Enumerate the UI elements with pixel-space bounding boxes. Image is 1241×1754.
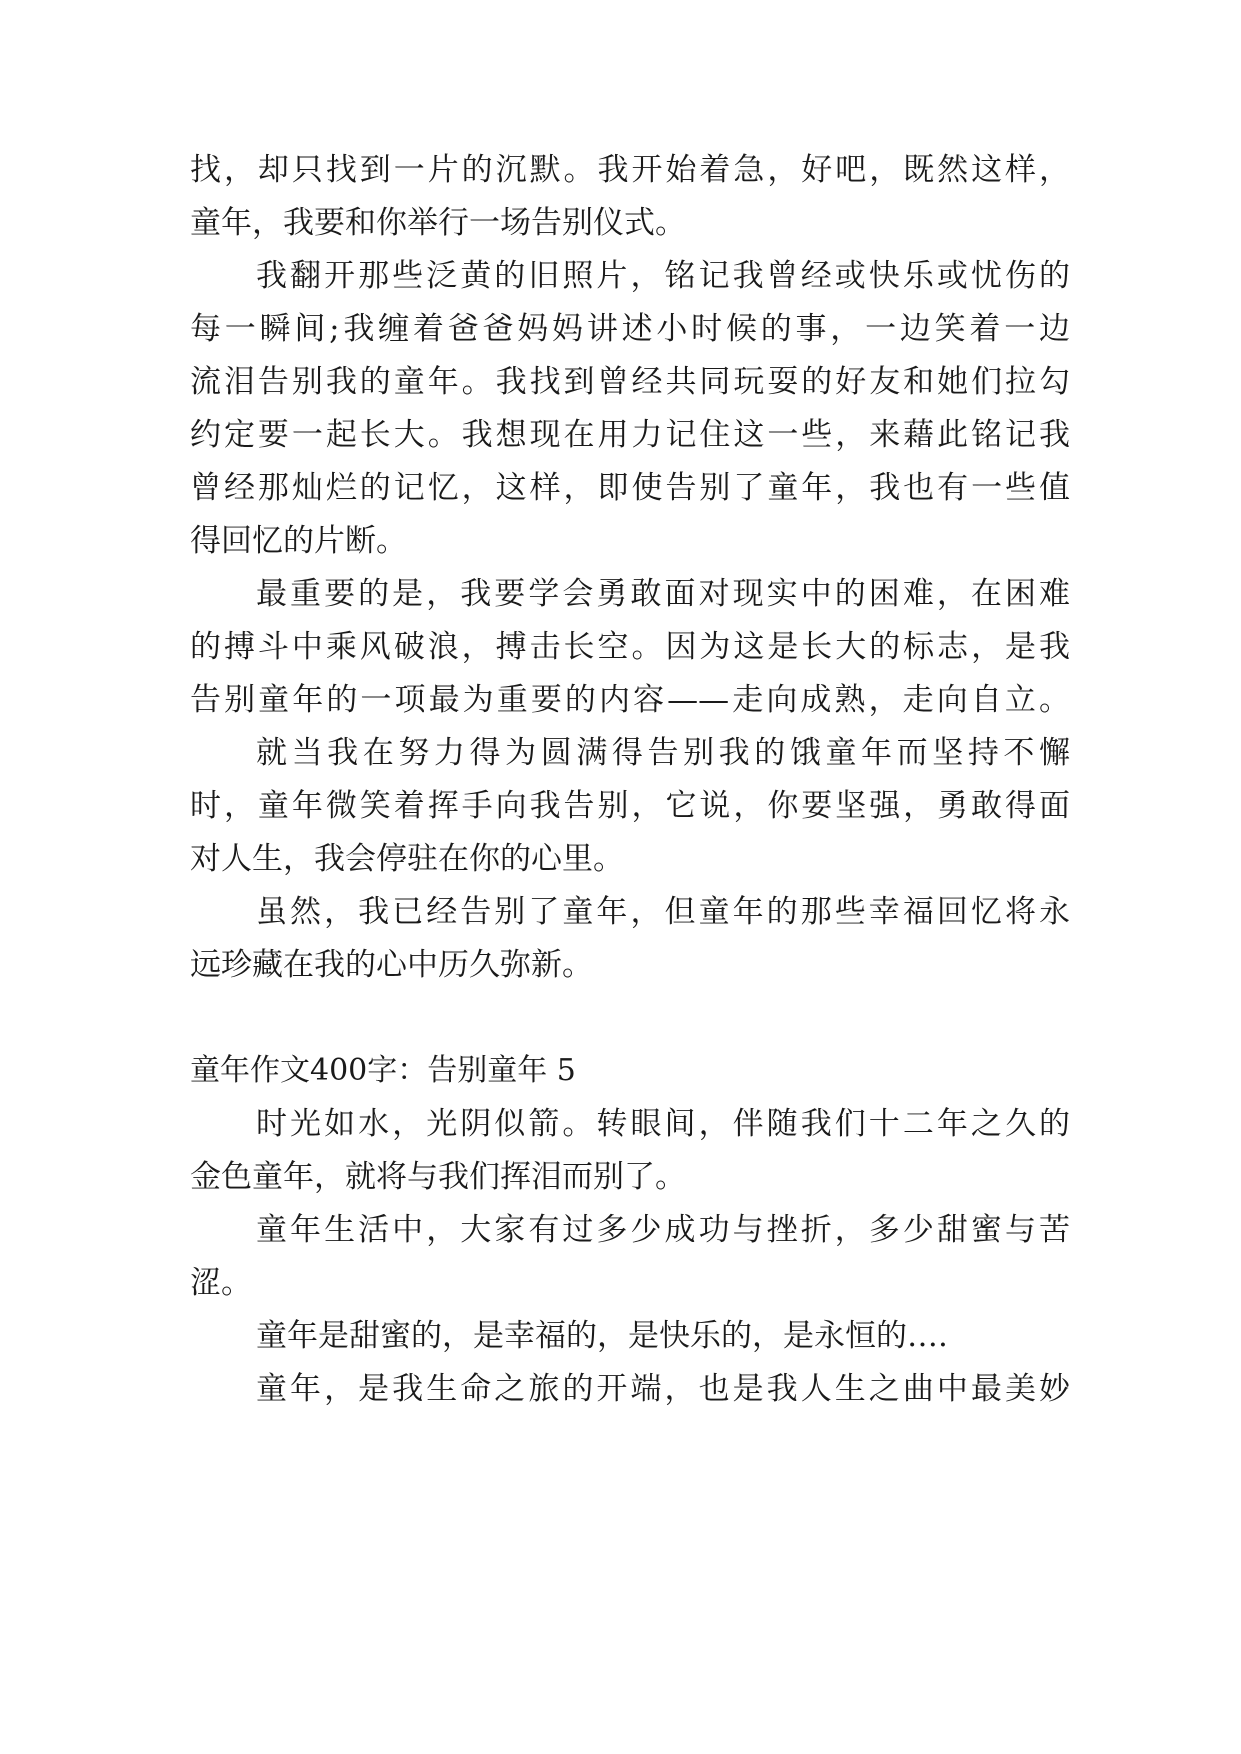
text-line: 每一瞬间;我缠着爸爸妈妈讲述小时候的事，一边笑着一边 xyxy=(190,311,1070,347)
text-line: 金色童年，就将与我们挥泪而别了。 xyxy=(190,1159,686,1195)
text-line: 远珍藏在我的心中历久弥新。 xyxy=(190,947,593,983)
text-line: 时，童年微笑着挥手向我告别，它说，你要坚强，勇敢得面 xyxy=(190,788,1070,824)
paragraph-first-line: 虽然，我已经告别了童年，但童年的那些幸福回忆将永 xyxy=(256,894,1070,930)
text-line: 的搏斗中乘风破浪，搏击长空。因为这是长大的标志，是我 xyxy=(190,629,1070,665)
paragraph-first-line: 我翻开那些泛黄的旧照片，铭记我曾经或快乐或忧伤的 xyxy=(256,258,1070,294)
paragraph-first-line: 童年生活中，大家有过多少成功与挫折，多少甜蜜与苦 xyxy=(256,1212,1070,1248)
text-line: 告别童年的一项最为重要的内容——走向成熟，走向自立。 xyxy=(190,682,1070,718)
text-line: 得回忆的片断。 xyxy=(190,523,407,559)
text-line: 约定要一起长大。我想现在用力记住这一些，来藉此铭记我 xyxy=(190,417,1070,453)
paragraph-first-line: 童年，是我生命之旅的开端，也是我人生之曲中最美妙 xyxy=(256,1371,1070,1407)
text-line: 找，却只找到一片的沉默。我开始着急，好吧，既然这样， xyxy=(190,152,1070,188)
text-line: 曾经那灿烂的记忆，这样，即使告别了童年，我也有一些值 xyxy=(190,470,1070,506)
text-line: 流泪告别我的童年。我找到曾经共同玩耍的好友和她们拉勾 xyxy=(190,364,1070,400)
text-line: 涩。 xyxy=(190,1265,252,1301)
paragraph-first-line: 就当我在努力得为圆满得告别我的饿童年而坚持不懈 xyxy=(256,735,1070,771)
section-heading: 童年作文400字：告别童年 5 xyxy=(190,1053,576,1088)
text-line: 童年，我要和你举行一场告别仪式。 xyxy=(190,205,686,241)
text-line: 对人生，我会停驻在你的心里。 xyxy=(190,841,624,877)
paragraph-first-line: 时光如水，光阴似箭。转眼间，伴随我们十二年之久的 xyxy=(256,1106,1070,1142)
paragraph-first-line: 最重要的是，我要学会勇敢面对现实中的困难，在困难 xyxy=(256,576,1070,612)
paragraph-first-line: 童年是甜蜜的，是幸福的，是快乐的，是永恒的…. xyxy=(256,1318,948,1354)
